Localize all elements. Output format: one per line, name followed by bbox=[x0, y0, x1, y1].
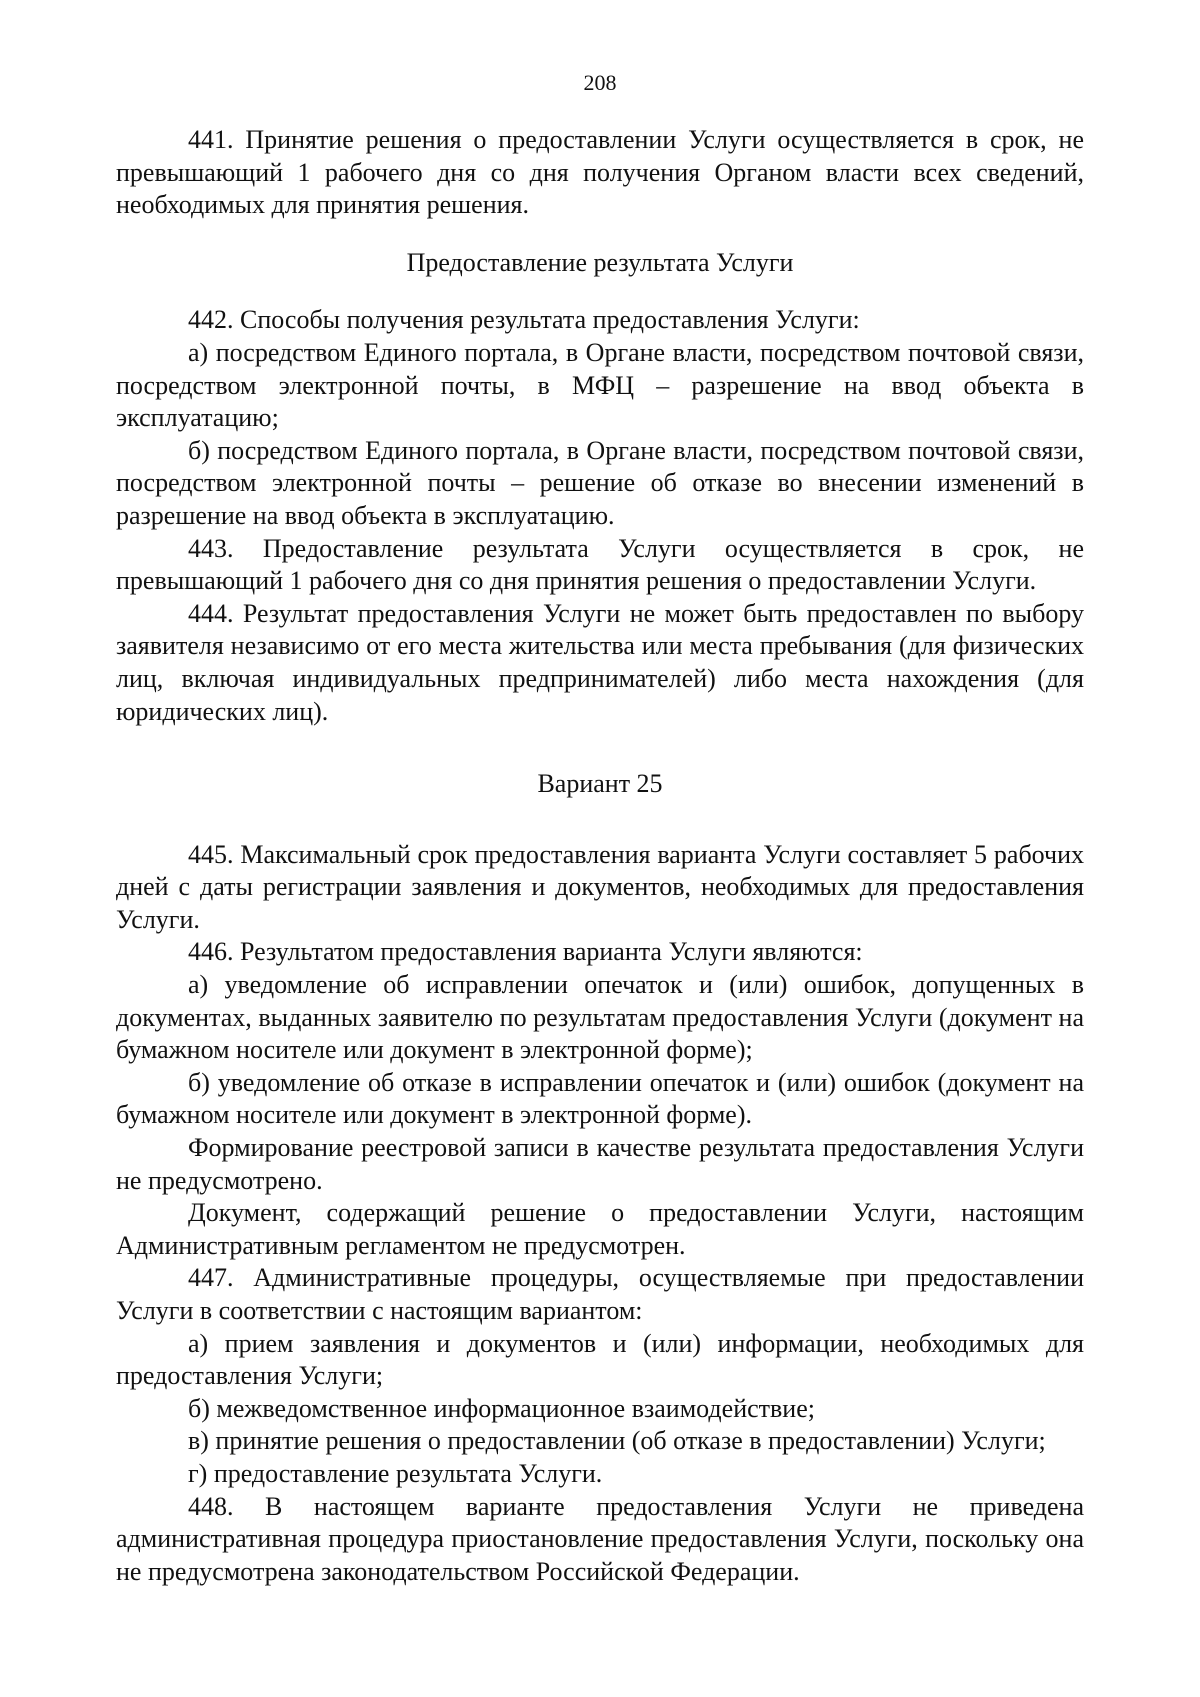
paragraph-registry-record: Формирование реестровой записи в качестве результата предоставления Услуги не предусмотрено. bbox=[116, 1133, 1084, 1195]
paragraph-447-v: в) принятие решения о предоставлении (об отказе в предоставлении) Услуги; bbox=[188, 1426, 1046, 1456]
paragraph-446: 446. Результатом предоставления варианта Услуги являются: bbox=[188, 937, 863, 967]
paragraph-441: 441. Принятие решения о предоставлении Услуги осуществляется в срок, не превышающий 1 рабочего дня со дня получения Органом власти всех сведений, необходимых для принятия решения. bbox=[116, 125, 1084, 220]
paragraph-447: 447. Административные процедуры, осуществляемые при предоставлении Услуги в соответствии с настоящим вариантом: bbox=[116, 1263, 1084, 1325]
paragraph-448: 448. В настоящем варианте предоставления Услуги не приведена административная процедура приостановление предоставления Услуги, поскольку она не предусмотрена законодательством Российской Федерации. bbox=[116, 1491, 1084, 1586]
paragraph-447-b: б) межведомственное информационное взаимодействие; bbox=[188, 1393, 815, 1423]
section-heading-variant: Вариант 25 bbox=[537, 769, 663, 799]
paragraph-442: 442. Способы получения результата предоставления Услуги: bbox=[188, 305, 860, 335]
paragraph-445: 445. Максимальный срок предоставления варианта Услуги составляет 5 рабочих дней с даты регистрации заявления и документов, необходимых для предоставления Услуги. bbox=[116, 839, 1084, 934]
paragraph-decision-document: Документ, содержащий решение о предоставлении Услуги, настоящим Административным регламентом не предусмотрен. bbox=[116, 1198, 1084, 1260]
paragraph-444: 444. Результат предоставления Услуги не может быть предоставлен по выбору заявителя независимо от его места жительства или места пребывания (для физических лиц, включая индивидуальных предпринимателей) либо места нахождения (для юридических лиц). bbox=[116, 598, 1084, 726]
paragraph-447-g: г) предоставление результата Услуги. bbox=[188, 1458, 603, 1488]
section-heading-result: Предоставление результата Услуги bbox=[406, 247, 794, 277]
document-body bbox=[116, 124, 1084, 1588]
paragraph-443: 443. Предоставление результата Услуги осуществляется в срок, не превышающий 1 рабочего дня со дня принятия решения о предоставлении Услуги. bbox=[116, 533, 1084, 596]
page-number: 208 bbox=[583, 70, 617, 95]
paragraph-447-a: а) прием заявления и документов и (или) информации, необходимых для предоставления Услуги; bbox=[116, 1328, 1084, 1391]
paragraph-446-a: а) уведомление об исправлении опечаток и (или) ошибок, допущенных в документах, выданных заявителю по результатам предоставления Услуги (документ на бумажном носителе или документ в электронной форме); bbox=[116, 970, 1084, 1065]
paragraph-446-b: б) уведомление об отказе в исправлении опечаток и (или) ошибок (документ на бумажном носителе или документ в электронной форме). bbox=[116, 1067, 1084, 1130]
paragraph-442-a: а) посредством Единого портала, в Органе власти, посредством почтовой связи, посредством электронной почты, в МФЦ – разрешение на ввод объекта в эксплуатацию; bbox=[116, 337, 1084, 433]
paragraph-442-b: б) посредством Единого портала, в Органе власти, посредством почтовой связи, посредством электронной почты – решение об отказе во внесении изменений в разрешение на ввод объекта в эксплуатацию. bbox=[116, 435, 1084, 530]
